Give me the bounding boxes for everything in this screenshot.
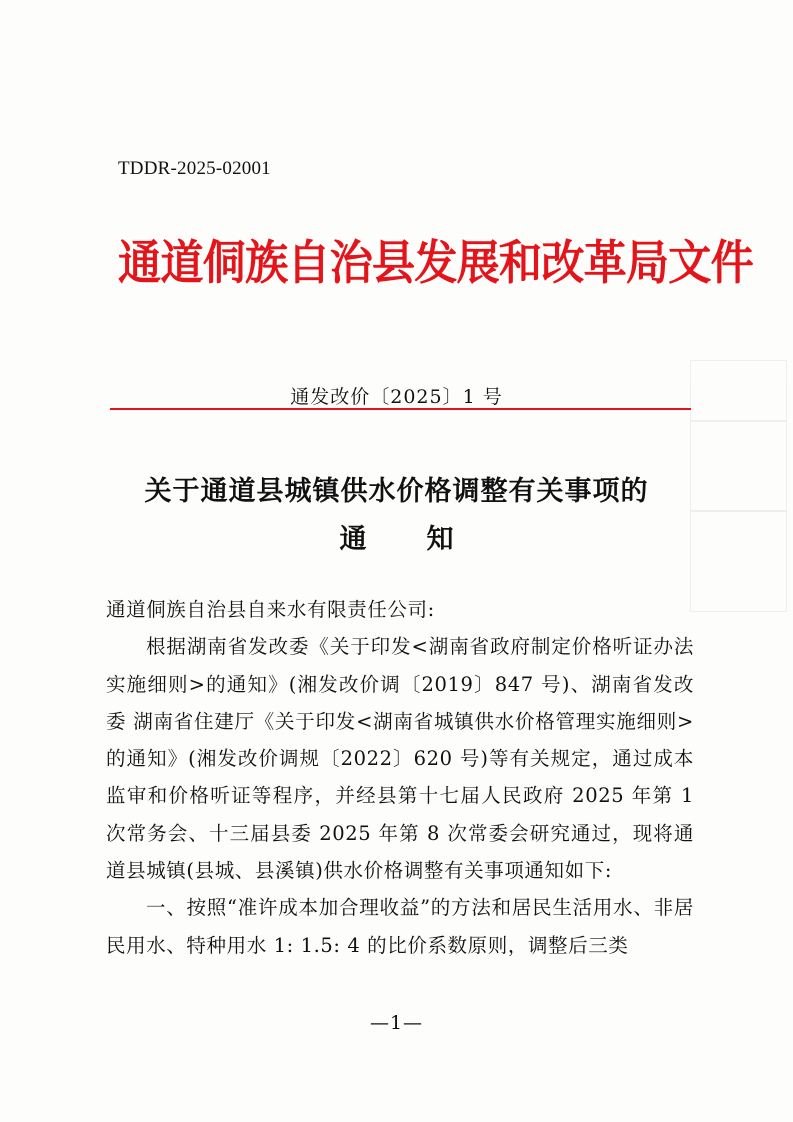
notice-title xyxy=(0,468,793,564)
recipient-line: 通道侗族自治县自来水有限责任公司: xyxy=(106,598,435,621)
document-body xyxy=(106,591,694,964)
notice-title-line2: 通知 xyxy=(339,524,514,555)
document-code: TDDR-2025-02001 xyxy=(118,158,271,179)
page-number: —1— xyxy=(369,1012,424,1034)
body-paragraph-2: 一、按照“准许成本加合理收益”的方法和居民生活用水、非居民用水、特种用水 1: 1.5: 4 的比价系数原则，调整后三类 xyxy=(106,896,694,957)
body-paragraph-1: 根据湖南省发改委《关于印发<湖南省政府制定价格听证办法实施细则>的通知》(湘发改价调〔2019〕847 号)、湖南省发改委 湖南省住建厅《关于印发<湖南省城镇供水价格管理实施细则>的通知》(湘发改价调规〔2022〕620 号)等有关规定，通过成本监审和价格听证等程序，并经县第十七届人民政府 2025 年第 1 次常务会、十三届县委 2025 年第 8 次常委会研究通过，现将通道县城镇(县城、县溪镇)供水价格调整有关事项通知如下: xyxy=(106,635,694,883)
reverse-side-bleed xyxy=(690,140,790,700)
issuer-title: 通道侗族自治县发展和改革局文件 xyxy=(118,236,753,291)
red-separator-line xyxy=(110,408,691,410)
document-number: 通发改价〔2025〕1 号 xyxy=(290,386,503,408)
notice-title-line1: 关于通道县城镇供水价格调整有关事项的 xyxy=(144,476,649,507)
